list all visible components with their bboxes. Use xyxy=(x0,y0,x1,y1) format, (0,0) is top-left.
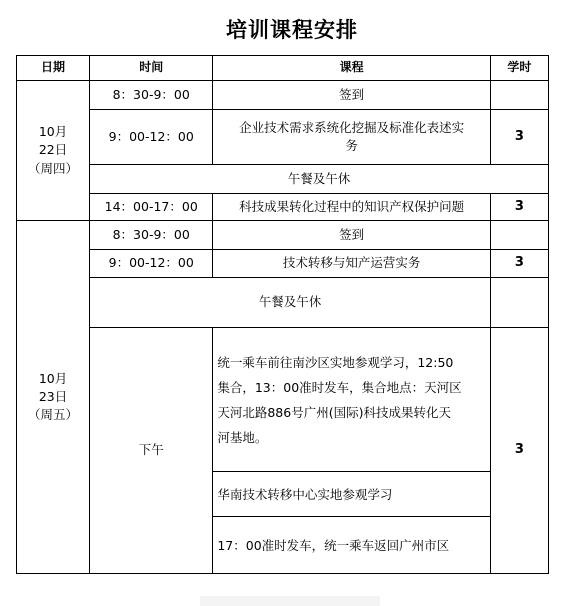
course-cell: 技术转移与知产运营实务 xyxy=(213,250,491,278)
date-line: 10月 xyxy=(38,370,68,386)
table-row xyxy=(17,194,549,221)
header-date: 日期 xyxy=(17,56,90,81)
schedule-table xyxy=(16,55,549,574)
course-cell: 17：00准时发车，统一乘车返回广州市区 xyxy=(213,517,491,574)
table-row xyxy=(17,221,549,250)
date-cell-day2 xyxy=(17,221,90,574)
date-line: 10月 xyxy=(38,124,68,140)
course-line: 河基地。 xyxy=(217,429,268,445)
hours-cell: 3 xyxy=(490,110,548,165)
header-time: 时间 xyxy=(90,56,213,81)
hours-cell: 3 xyxy=(490,250,548,278)
date-cell-day1 xyxy=(17,81,90,221)
date-line: 23日 xyxy=(38,388,68,404)
time-cell: 8：30-9：00 xyxy=(90,221,213,250)
course-line: 务 xyxy=(345,138,358,153)
table-row xyxy=(17,328,549,472)
course-cell: 科技成果转化过程中的知识产权保护问题 xyxy=(213,194,491,221)
header-course: 课程 xyxy=(213,56,491,81)
time-cell: 9：00-12：00 xyxy=(90,250,213,278)
course-cell: 签到 xyxy=(213,81,491,110)
page-title: 培训课程安排 xyxy=(226,18,358,42)
date-line: （周四） xyxy=(28,160,79,176)
header-row xyxy=(17,56,549,81)
header-hours: 学时 xyxy=(490,56,548,81)
course-line: 集合，13：00准时发车，集合地点：天河区 xyxy=(217,379,462,395)
date-line: 22日 xyxy=(38,142,68,158)
hours-cell: 3 xyxy=(490,194,548,221)
course-cell xyxy=(213,110,491,165)
table-row xyxy=(17,278,549,328)
time-cell: 8：30-9：00 xyxy=(90,81,213,110)
hours-cell xyxy=(490,221,548,250)
bottom-shadow xyxy=(200,596,380,606)
hours-cell: 3 xyxy=(490,328,548,574)
table-row xyxy=(17,81,549,110)
lunch-cell: 午餐及午休 xyxy=(90,165,549,194)
table-row xyxy=(17,110,549,165)
course-line: 企业技术需求系统化挖掘及标准化表述实 xyxy=(239,119,465,135)
table-row xyxy=(17,165,549,194)
lunch-cell: 午餐及午休 xyxy=(90,278,491,328)
afternoon-label: 下午 xyxy=(90,328,213,574)
time-cell: 9：00-12：00 xyxy=(90,110,213,165)
course-cell xyxy=(213,328,491,472)
table-row xyxy=(17,250,549,278)
date-line: （周五） xyxy=(28,407,79,423)
course-line: 统一乘车前往南沙区实地参观学习，12:50 xyxy=(217,354,454,370)
course-cell: 签到 xyxy=(213,221,491,250)
course-cell: 华南技术转移中心实地参观学习 xyxy=(213,472,491,517)
empty-hours-cell xyxy=(490,278,548,328)
time-cell: 14：00-17：00 xyxy=(90,194,213,221)
hours-cell xyxy=(490,81,548,110)
course-line: 天河北路886号广州(国际)科技成果转化天 xyxy=(217,404,451,420)
